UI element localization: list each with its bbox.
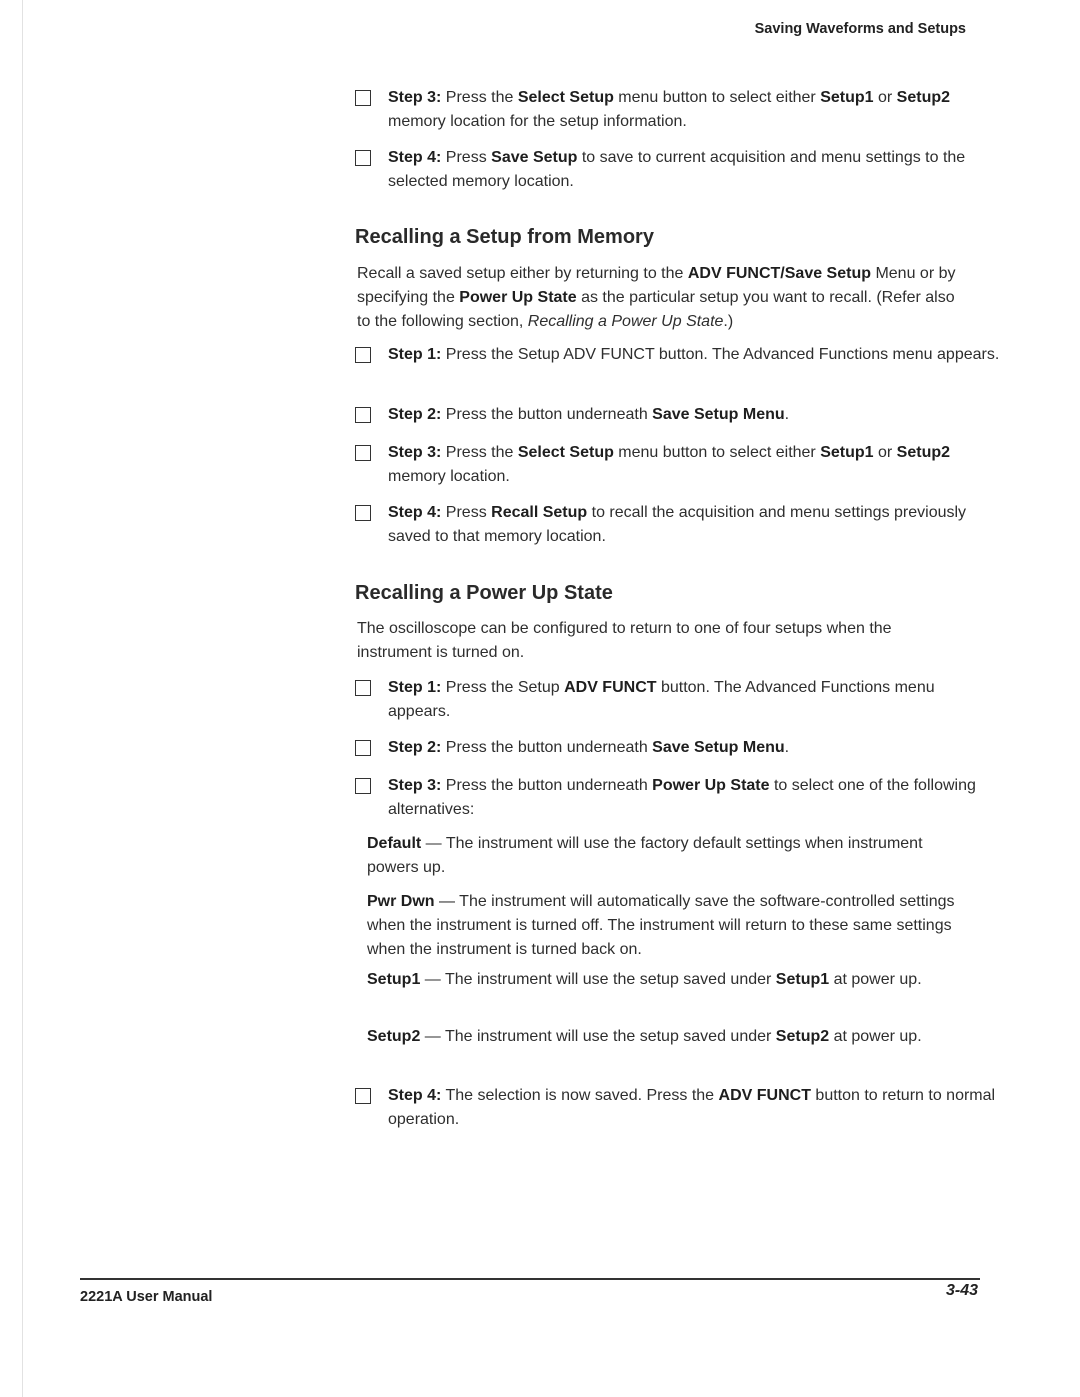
checkbox-icon — [355, 90, 371, 106]
procedure-step — [355, 441, 1000, 489]
option-definition — [361, 832, 973, 880]
text-run: Press — [441, 149, 492, 166]
procedure-step — [355, 676, 1000, 724]
procedure-step — [355, 146, 1000, 194]
procedure-step — [355, 403, 1000, 427]
bold-term: Select Setup — [517, 444, 614, 461]
procedure-step — [355, 501, 1000, 549]
bold-term: Recall Setup — [491, 504, 588, 521]
bold-term: Save Setup Menu — [652, 406, 785, 423]
footer-rule — [80, 1278, 980, 1280]
bold-term: Step 1: — [388, 346, 442, 363]
text-run: or — [873, 89, 897, 106]
bold-term: Save Setup Menu — [652, 739, 785, 756]
bold-term: Setup2 — [775, 1028, 830, 1045]
text-run: Recalling a Setup from Memory — [355, 226, 654, 248]
checkbox-icon — [355, 150, 371, 166]
bold-term: Power Up State — [652, 777, 770, 794]
procedure-step — [355, 774, 1000, 822]
checkbox-icon — [355, 407, 371, 423]
text-run: Press the Setup — [441, 679, 565, 696]
checkbox-icon — [355, 347, 371, 363]
checkbox-icon — [355, 505, 371, 521]
text-run: to select one of the following alternatives: — [388, 777, 976, 818]
text-run: Press the button underneath — [441, 777, 653, 794]
procedure-step — [355, 343, 1000, 367]
bold-term: Save Setup — [491, 149, 578, 166]
text-run: — The instrument will use the factory default settings when instrument powers up. — [367, 835, 923, 876]
text-run: at power up. — [829, 971, 922, 988]
checkbox-icon — [355, 445, 371, 461]
page-edge — [22, 0, 23, 1397]
bold-term: Step 3: — [388, 777, 442, 794]
checkbox-icon — [355, 778, 371, 794]
text-run: to recall the acquisition and menu settings previously saved to that memory location. — [388, 504, 967, 545]
bold-term: Setup1 — [775, 971, 830, 988]
text-run: Press the button underneath — [441, 739, 653, 756]
bold-term: Select Setup — [517, 89, 614, 106]
procedure-step — [355, 86, 1000, 134]
text-run: Menu or by specifying the — [357, 265, 956, 306]
bold-term: Step 2: — [388, 739, 442, 756]
text-run: or — [873, 444, 897, 461]
bold-term: Setup1 — [820, 89, 874, 106]
bold-term: Power Up State — [459, 289, 577, 306]
bold-term: ADV FUNCT — [718, 1087, 811, 1104]
text-run: . — [784, 739, 790, 756]
text-run: memory location. — [388, 468, 510, 485]
text-run: .) — [723, 313, 734, 330]
procedure-step — [355, 1084, 1000, 1132]
text-run: memory location for the setup information. — [388, 113, 687, 130]
footer-manual-title: 2221A User Manual — [80, 1289, 213, 1305]
text-run: button. The Advanced Functions menu appears. — [388, 679, 935, 720]
running-header: Saving Waveforms and Setups — [754, 21, 966, 37]
option-definition — [361, 890, 973, 962]
text-run: Press the Setup ADV FUNCT button. The Advanced Functions menu appears. — [441, 346, 1000, 363]
page-number: 3-43 — [945, 1282, 978, 1299]
option-definition — [361, 968, 973, 992]
checkbox-icon — [355, 680, 371, 696]
text-run: to save to current acquisition and menu settings to the selected memory location. — [388, 149, 966, 190]
bold-term: Step 2: — [388, 406, 442, 423]
text-run: Press the button underneath — [441, 406, 653, 423]
text-run: The selection is now saved. Press the — [441, 1087, 719, 1104]
bold-term: Step 4: — [388, 149, 442, 166]
bold-term: Step 4: — [388, 1087, 442, 1104]
paragraph — [355, 617, 969, 665]
bold-term: Pwr Dwn — [367, 893, 435, 910]
checkbox-icon — [355, 740, 371, 756]
bold-term: Default — [367, 835, 422, 852]
text-run: Recalling a Power Up State — [527, 313, 724, 330]
option-definition — [361, 1025, 973, 1049]
text-run: Press the — [441, 89, 518, 106]
text-run: at power up. — [829, 1028, 922, 1045]
text-run: Press — [441, 504, 492, 521]
text-run: as the particular setup you want to recall. (Refer also to the following section, — [357, 289, 955, 330]
bold-term: Setup1 — [367, 971, 421, 988]
bold-term: Setup2 — [896, 444, 951, 461]
text-run: — The instrument will use the setup saved under — [420, 1028, 776, 1045]
text-run: Recalling a Power Up State — [355, 582, 613, 604]
procedure-step — [355, 736, 1000, 760]
text-run: — The instrument will automatically save the software-controlled settings when the instrument is turned off. The instrument will return to these same settings when the instrument is turned back on. — [367, 893, 955, 958]
bold-term: Setup2 — [896, 89, 951, 106]
bold-term: Step 4: — [388, 504, 442, 521]
section-heading — [355, 224, 967, 250]
text-run: . — [784, 406, 790, 423]
paragraph — [355, 262, 969, 334]
bold-term: Step 3: — [388, 89, 442, 106]
bold-term: Setup1 — [820, 444, 874, 461]
text-run: Recall a saved setup either by returning to the — [357, 265, 688, 282]
text-run: The oscilloscope can be configured to return to one of four setups when the instrument is turned on. — [357, 620, 892, 661]
bold-term: ADV FUNCT/Save Setup — [687, 265, 871, 282]
text-run: menu button to select either — [613, 444, 821, 461]
bold-term: ADV FUNCT — [564, 679, 657, 696]
text-run: — The instrument will use the setup saved under — [420, 971, 776, 988]
checkbox-icon — [355, 1088, 371, 1104]
bold-term: Step 3: — [388, 444, 442, 461]
text-run: menu button to select either — [613, 89, 821, 106]
bold-term: Setup2 — [367, 1028, 421, 1045]
text-run: button to return to normal operation. — [388, 1087, 996, 1128]
bold-term: Step 1: — [388, 679, 442, 696]
text-run: Press the — [441, 444, 518, 461]
section-heading — [355, 580, 967, 606]
